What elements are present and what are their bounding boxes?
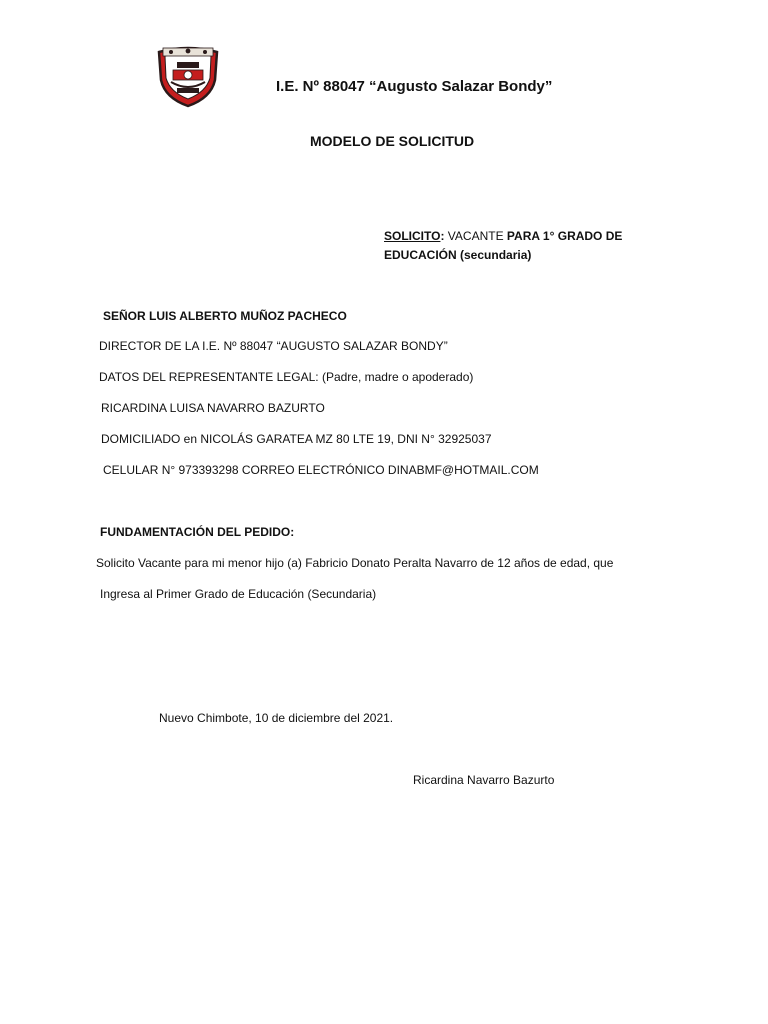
representative-heading: DATOS DEL REPRESENTANTE LEGAL: (Padre, madre o apoderado) xyxy=(99,370,474,384)
signature-name: Ricardina Navarro Bazurto xyxy=(413,773,555,787)
reason-heading: FUNDAMENTACIÓN DEL PEDIDO: xyxy=(100,525,295,539)
document-title: MODELO DE SOLICITUD xyxy=(310,133,475,149)
subject-colon: : xyxy=(440,229,445,243)
subject-text-bold: PARA 1° GRADO DE xyxy=(506,229,623,243)
place-date: Nuevo Chimbote, 10 de diciembre del 2021. xyxy=(159,711,394,725)
reason-text-line-2: Ingresa al Primer Grado de Educación (Secundaria) xyxy=(100,587,377,601)
school-crest-icon xyxy=(155,42,221,108)
subject-line-1 xyxy=(384,227,622,246)
recipient-name: SEÑOR LUIS ALBERTO MUÑOZ PACHECO xyxy=(103,309,347,323)
school-name-heading: I.E. Nº 88047 “Augusto Salazar Bondy” xyxy=(276,78,553,95)
subject-line2-normal: EDUCACIÓN xyxy=(384,248,461,262)
reason-text-line-1: Solicito Vacante para mi menor hijo (a) Fabricio Donato Peralta Navarro de 12 años de edad, que xyxy=(96,556,614,570)
subject-block xyxy=(384,227,622,265)
subject-line-2 xyxy=(384,246,622,265)
address-line: DOMICILIADO en NICOLÁS GARATEA MZ 80 LTE 19, DNI N° 32925037 xyxy=(101,432,492,446)
recipient-role: DIRECTOR DE LA I.E. Nº 88047 “AUGUSTO SALAZAR BONDY” xyxy=(99,339,448,353)
subject-line2-bold: (secundaria) xyxy=(460,248,532,262)
representative-name: RICARDINA LUISA NAVARRO BAZURTO xyxy=(101,401,325,415)
subject-label: SOLICITO xyxy=(384,229,441,243)
subject-text-normal: VACANTE xyxy=(444,229,507,243)
contact-line: CELULAR N° 973393298 CORREO ELECTRÓNICO DINABMF@HOTMAIL.COM xyxy=(103,463,539,477)
